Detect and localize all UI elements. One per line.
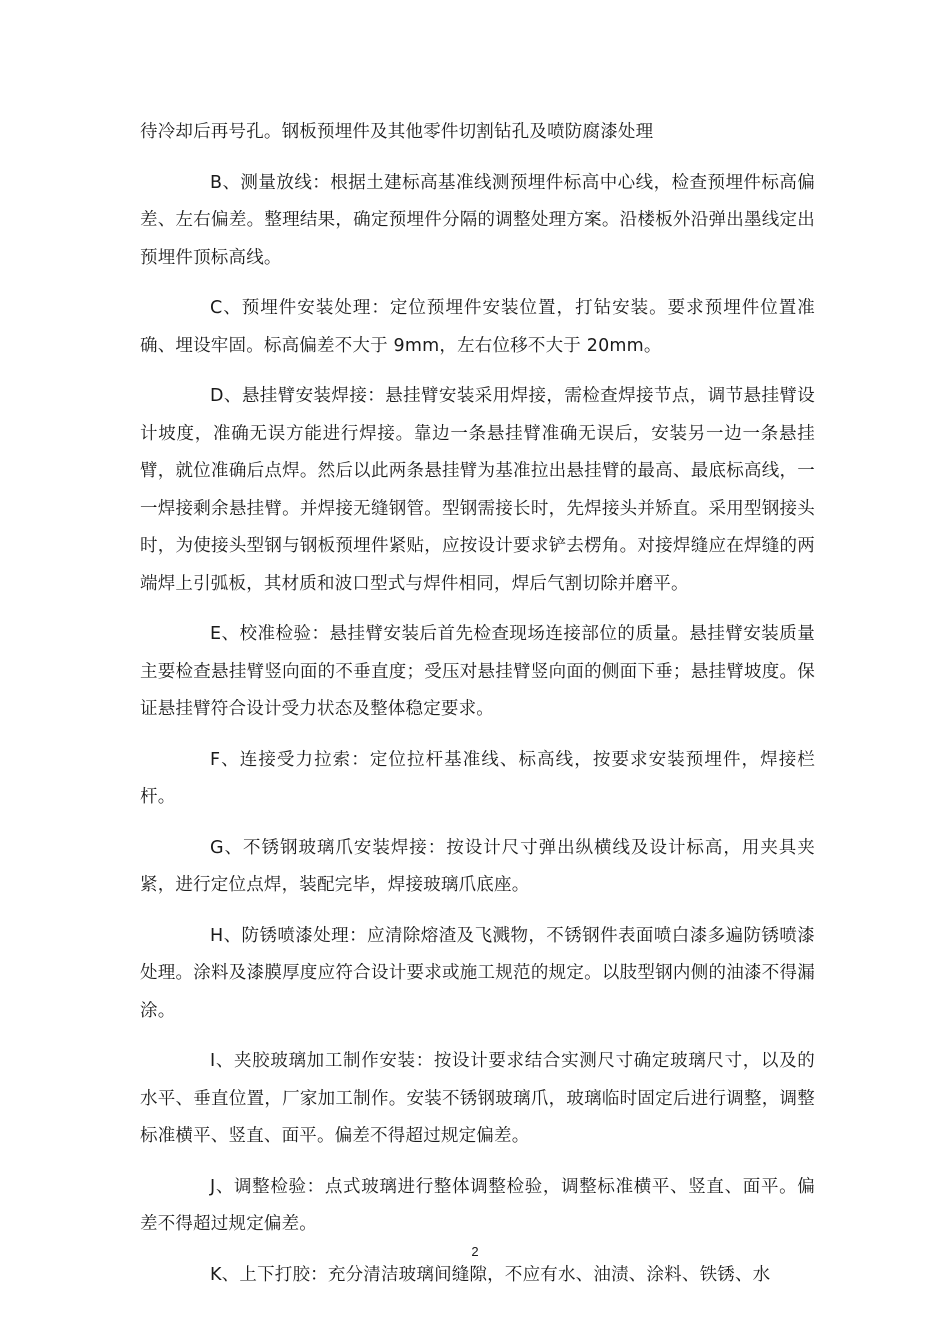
paragraph-e-calibration: E、校准检验：悬挂臂安装后首先检查现场连接部位的质量。悬挂臂安装质量主要检查悬挂臂竖向面的不垂直度；受压对悬挂臂竖向面的侧面下垂；悬挂臂坡度。保证悬挂臂符合设计受力状态及整体稳定要求。 xyxy=(140,624,815,719)
paragraph-g-glass-claw: G、不锈钢玻璃爪安装焊接：按设计尺寸弹出纵横线及设计标高，用夹具夹紧，进行定位点焊，装配完毕，焊接玻璃爪底座。 xyxy=(140,837,815,895)
paragraph-b-survey-layout: B、测量放线：根据土建标高基准线测预埋件标高中心线，检查预埋件标高偏差、左右偏差。整理结果，确定预埋件分隔的调整处理方案。沿楼板外沿弹出墨线定出预埋件顶标高线。 xyxy=(140,172,815,268)
body-text xyxy=(140,114,815,1307)
page-number: 2 xyxy=(471,1244,479,1259)
paragraph-d-cantilever-welding: D、悬挂臂安装焊接：悬挂臂安装采用焊接，需检查焊接节点，调节悬挂臂设计坡度，准确无误方能进行焊接。靠边一条悬挂臂准确无误后，安装另一边一条悬挂臂，就位准确后点焊。然后以此两条悬挂臂为基准拉出悬挂臂的最高、最底标高线，一一焊接剩余悬挂臂。并焊接无缝钢管。型钢需接长时，先焊接头并矫直。采用型钢接头时，为使接头型钢与钢板预埋件紧贴，应按设计要求铲去楞角。对接焊缝应在焊缝的两端焊上引弧板，其材质和波口型式与焊件相同，焊后气割切除并磨平。 xyxy=(140,386,815,594)
paragraph-j-adjustment: J、调整检验：点式玻璃进行整体调整检验，调整标准横平、竖直、面平。偏差不得超过规定偏差。 xyxy=(140,1176,815,1234)
paragraph-f-tension-cable: F、连接受力拉索：定位拉杆基准线、标高线，按要求安装预埋件，焊接栏杆。 xyxy=(140,749,815,807)
paragraph-c-embedded-parts: C、预埋件安装处理：定位预埋件安装位置，打钻安装。要求预埋件位置准确、埋设牢固。标高偏差不大于 9mm，左右位移不大于 20mm。 xyxy=(140,298,815,356)
paragraph-continuation: 待冷却后再号孔。钢板预埋件及其他零件切割钻孔及喷防腐漆处理 xyxy=(140,122,654,142)
paragraph-h-anti-rust: H、防锈喷漆处理：应清除熔渣及飞溅物，不锈钢件表面喷白漆多遍防锈喷漆处理。涂料及漆膜厚度应符合设计要求或施工规范的规定。以肢型钢内侧的油漆不得漏涂。 xyxy=(140,925,815,1021)
paragraph-i-laminated-glass: I、夹胶玻璃加工制作安装：按设计要求结合实测尺寸确定玻璃尺寸，以及的水平、垂直位置，厂家加工制作。安装不锈钢玻璃爪，玻璃临时固定后进行调整，调整标准横平、竖直、面平。偏差不得超过规定偏差。 xyxy=(140,1051,815,1146)
paragraph-k-sealing: K、上下打胶：充分清洁玻璃间缝隙，不应有水、油渍、涂料、铁锈、水 xyxy=(210,1264,771,1285)
